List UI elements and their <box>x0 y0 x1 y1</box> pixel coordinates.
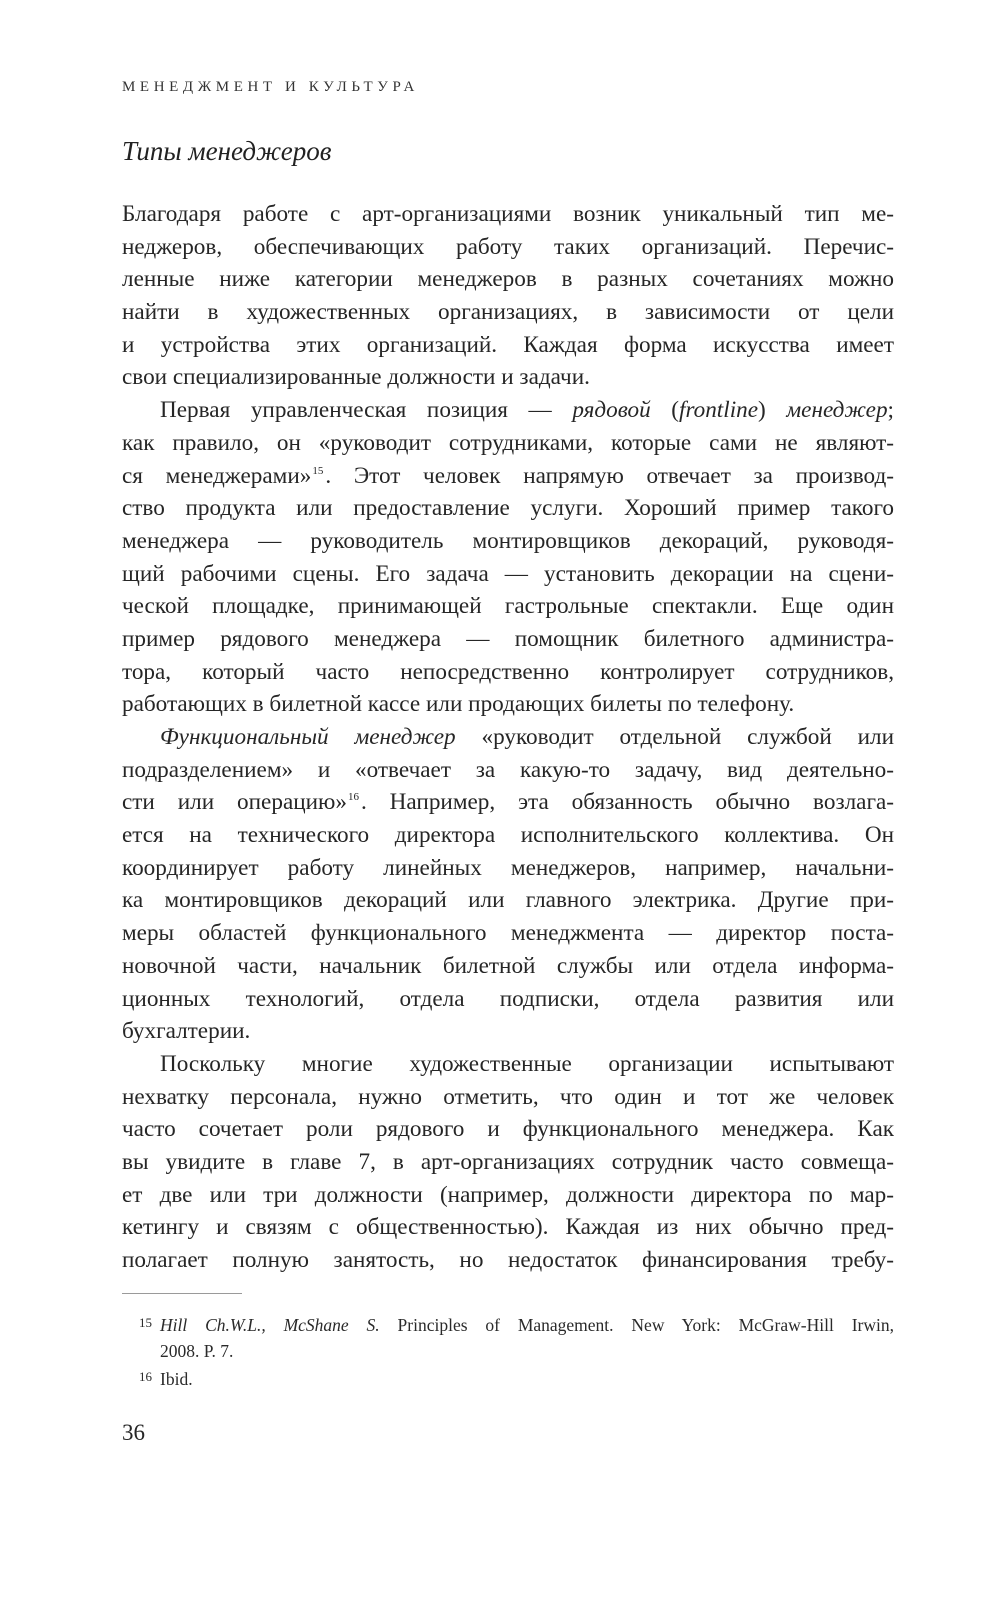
paragraph-2 <box>122 394 894 721</box>
text-line <box>122 786 894 819</box>
text-line: щий рабочими сцены. Его задача — установить декорации на сцени- <box>122 560 894 587</box>
text-line: менеджера — руководитель монтировщиков декораций, руководя- <box>122 527 894 554</box>
text-run: . Этот человек напрямую отвечает за производ- <box>325 462 894 489</box>
footnote-text: Principles of Management. New York: McGraw-Hill Irwin, <box>379 1315 894 1335</box>
text-run: ( <box>650 397 680 424</box>
footnote-number: 15 <box>139 1315 152 1330</box>
text-line <box>122 460 894 493</box>
footnote-text: Ibid. <box>160 1369 193 1389</box>
footnote-16 <box>122 1366 894 1392</box>
text-line: тора, который часто непосредственно контролирует сотрудников, <box>122 658 894 685</box>
footnote-divider <box>122 1293 242 1294</box>
paragraph-3 <box>122 721 894 1048</box>
text-run: Первая управленческая позиция — <box>160 397 573 424</box>
text-line: пример рядового менеджера — помощник билетного администра- <box>122 625 894 652</box>
section-title: Типы менеджеров <box>122 136 332 166</box>
running-head: МЕНЕДЖМЕНТ И КУЛЬТУРА <box>122 79 419 95</box>
text-run: «руководит отдельной службой или <box>455 724 894 750</box>
footnote-number: 16 <box>139 1369 152 1384</box>
italic-term: менеджер <box>786 397 888 424</box>
text-line: ет две или три должности (например, должности директора по мар- <box>122 1181 894 1208</box>
text-line: работающих в билетной кассе или продающих билеты по телефону. <box>122 691 795 718</box>
italic-term: frontline <box>679 397 759 424</box>
text-line: Поскольку многие художественные организации испытывают <box>160 1050 894 1077</box>
page-number: 36 <box>122 1420 145 1445</box>
footnote-line: 2008. P. 7. <box>160 1341 234 1361</box>
footnote-authors: Hill Ch.W.L., McShane S. <box>160 1315 380 1335</box>
text-line: ционных технологий, отдела подписки, отдела развития или <box>122 985 894 1012</box>
text-run: ся менеджерами» <box>122 462 312 489</box>
text-line: полагает полную занятость, но недостаток финансирования требу- <box>122 1247 894 1273</box>
text-line: ленные ниже категории менеджеров в разных сочетаниях можно <box>122 266 894 293</box>
text-line: нехватку персонала, нужно отметить, что один и тот же человек <box>122 1083 894 1110</box>
text-line: ство продукта или предоставление услуги. Хороший пример такого <box>122 495 894 522</box>
text-line: координирует работу линейных менеджеров, например, начальни- <box>122 854 894 881</box>
text-line: подразделением» и «отвечает за какую-то задачу, вид деятельно- <box>122 756 894 783</box>
footnote-15 <box>122 1312 894 1364</box>
body-text <box>122 198 894 1277</box>
text-line: найти в художественных организациях, в зависимости от цели <box>122 299 894 326</box>
paragraph-1 <box>122 198 894 394</box>
text-line: новочной части, начальник билетной службы или отдела информа- <box>122 952 894 979</box>
footnote-reference[interactable]: 15 <box>312 464 324 477</box>
text-line: бухгалтерии. <box>122 1018 251 1045</box>
footnote-line <box>160 1312 894 1338</box>
text-run: сти или операцию» <box>122 789 347 816</box>
footnote-reference[interactable]: 16 <box>347 791 359 804</box>
text-line: как правило, он «руководит сотрудниками, которые сами не являют- <box>122 429 894 456</box>
text-run: ; <box>887 397 894 424</box>
text-line: и устройства этих организаций. Каждая форма искусства имеет <box>122 331 894 358</box>
text-line: ческой площадке, принимающей гастрольные спектакли. Еще один <box>122 593 894 620</box>
text-run: ) <box>758 397 787 424</box>
text-line: ка монтировщиков декораций или главного электрика. Другие при- <box>122 887 894 914</box>
text-line: свои специализированные должности и задачи. <box>122 364 590 391</box>
text-line: вы увидите в главе 7, в арт-организациях сотрудник часто совмеща- <box>122 1148 894 1175</box>
text-line: кетингу и связям с общественностью). Каждая из них обычно пред- <box>122 1214 894 1241</box>
italic-term: рядовой <box>572 397 651 424</box>
paragraph-4 <box>122 1048 894 1277</box>
text-line: неджеров, обеспечивающих работу таких организаций. Перечис- <box>122 233 894 260</box>
text-line: ется на технического директора исполнительского коллектива. Он <box>122 822 894 849</box>
text-line <box>122 721 894 754</box>
text-line: Благодаря работе с арт-организациями возник уникальный тип ме- <box>122 201 894 227</box>
text-line: меры областей функционального менеджмента — директор поста- <box>122 920 894 947</box>
text-line: часто сочетает роли рядового и функционального менеджера. Как <box>122 1116 894 1143</box>
text-line <box>122 394 894 427</box>
footnotes <box>122 1312 894 1392</box>
text-run: . Например, эта обязанность обычно возлага- <box>360 789 894 816</box>
italic-term: Функциональный менеджер <box>160 724 456 750</box>
